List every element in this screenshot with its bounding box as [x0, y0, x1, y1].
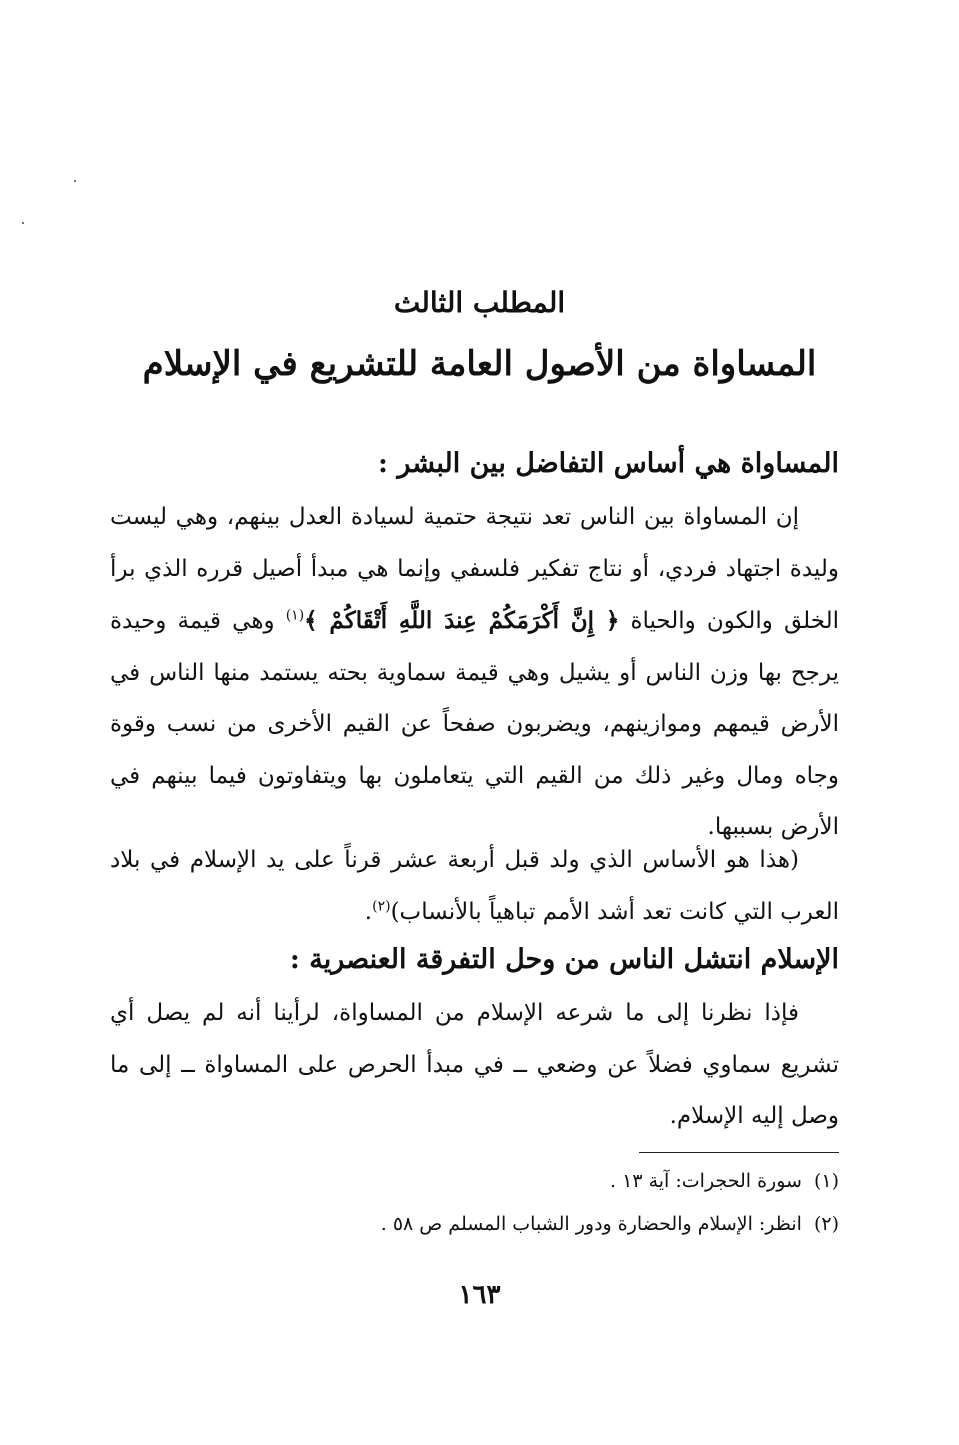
- paragraph-text: (هذا هو الأساس الذي ولد قبل أربعة عشر قرناً على يد الإسلام في بلاد العرب التي كانت تعد أشد الأمم تباهياً بالأنساب): [110, 847, 839, 925]
- section-title: المساواة من الأصول العامة للتشريع في الإسلام: [142, 344, 817, 384]
- scan-speck: [22, 222, 24, 224]
- footnote-text: سورة الحجرات: آية ١٣ .: [610, 1170, 802, 1192]
- paragraph-text-after-quote: وهي قيمة وحيدة يرجح بها وزن الناس أو يشيل وهي قيمة سماوية بحته يستمد منها الناس في الأرض قيمهم وموازينهم، ويضربون صفحاً عن القيم الأخرى من نسب وقوة وجاه ومال وغير ذلك من القيم التي يتعاملون بها ويتفاوتون فيما بينهم في الأرض بسببها.: [110, 608, 839, 840]
- footnote-ref-1[interactable]: (١): [285, 607, 305, 624]
- page-number: ١٦٣: [458, 1280, 501, 1310]
- footnote-2: [110, 1213, 839, 1235]
- subheading-equality-basis: المساواة هي أساس التفاضل بين البشر :: [378, 448, 839, 479]
- footnote-1: [110, 1170, 839, 1192]
- footnote-number: (١): [813, 1170, 839, 1192]
- paragraph-text-before-quote: إن المساواة بين الناس تعد نتيجة حتمية لسيادة العدل بينهم، وهي ليست وليدة اجتهاد فردي، أو نتاج تفكير فلسفي وإنما هي مبدأ أصيل قرره الذي برأ الخلق والكون والحياة: [110, 504, 840, 634]
- scan-speck: [74, 180, 76, 182]
- paragraph-historical-basis: [110, 835, 839, 938]
- footnote-separator: [639, 1152, 839, 1153]
- footnote-number: (٢): [813, 1213, 839, 1235]
- paragraph-equality-justice: [110, 492, 839, 854]
- paragraph-islamic-equality: فإذا نظرنا إلى ما شرعه الإسلام من المساواة، لرأينا أنه لم يصل أي تشريع سماوي فضلاً عن وضعي ــ في مبدأ الحرص على المساواة ــ إلى ما وصل إليه الإسلام.: [110, 1000, 839, 1129]
- quran-verse-quote: ﴿ إِنَّ أَكْرَمَكُمْ عِندَ اللَّهِ أَتْقَاكُمْ ﴾: [304, 607, 620, 634]
- footnote-text: انظر: الإسلام والحضارة ودور الشباب المسلم ص ٥٨ .: [380, 1213, 802, 1235]
- section-label: المطلب الثالث: [393, 286, 566, 319]
- sentence-end: .: [364, 898, 373, 925]
- footnote-ref-2[interactable]: (٢): [372, 897, 391, 914]
- subheading-racial-discrimination: الإسلام انتشل الناس من وحل التفرقة العنصرية :: [289, 944, 839, 975]
